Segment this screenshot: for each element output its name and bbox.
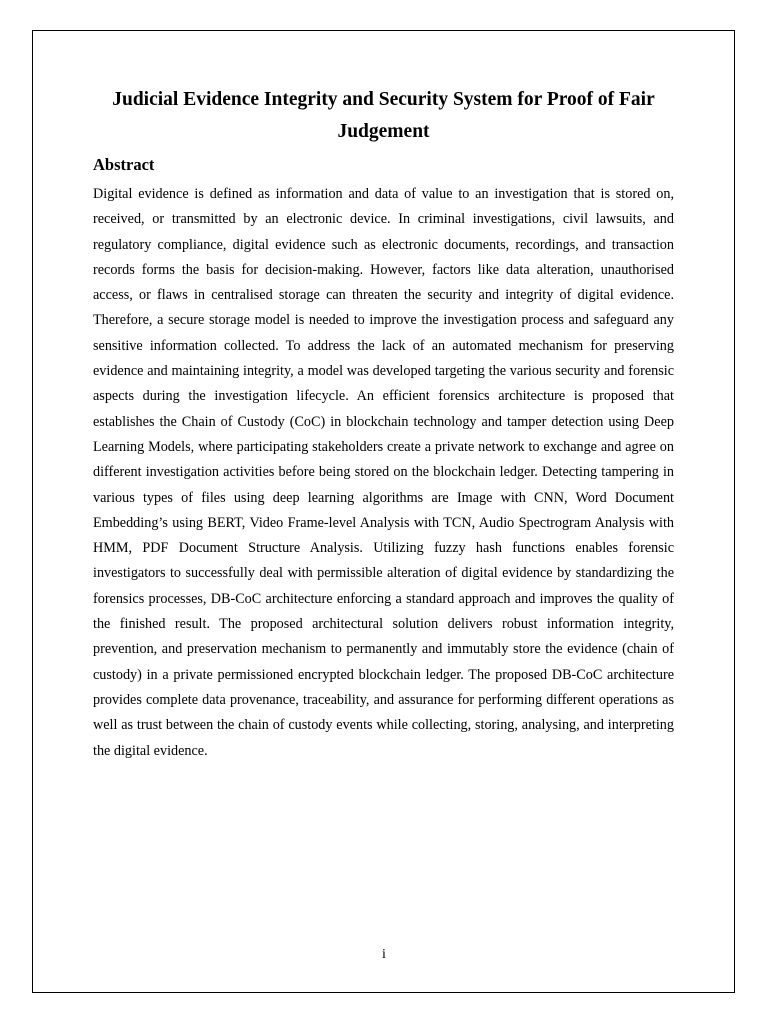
abstract-heading: Abstract xyxy=(93,155,155,174)
document-title: Judicial Evidence Integrity and Security System for Proof of Fair Judgement xyxy=(112,89,655,142)
page-number: i xyxy=(382,947,386,962)
page-content xyxy=(93,84,674,764)
abstract-paragraph: Digital evidence is defined as information and data of value to an investigation that is stored on, received, or transmitted by an electronic device. In criminal investigations, civil lawsuits, and regulatory compliance, digital evidence such as electronic documents, recordings, and transaction records forms the basis for decision-making. However, factors like data alteration, unauthorised access, or flaws in centralised storage can threaten the security and integrity of digital evidence. Therefore, a secure storage model is needed to improve the investigation process and safeguard any sensitive information collected. To address the lack of an automated mechanism for preserving evidence and maintaining integrity, a model was developed targeting the various security and forensic aspects during the investigation lifecycle. An efficient forensics architecture is proposed that establishes the Chain of Custody (CoC) in blockchain technology and tamper detection using Deep Learning Models, where participating stakeholders create a private network to exchange and agree on different investigation activities before being stored on the blockchain ledger. Detecting tampering in various types of files using deep learning algorithms are Image with CNN, Word Document Embedding’s using BERT, Video Frame-level Analysis with TCN, Audio Spectrogram Analysis with HMM, PDF Document Structure Analysis. Utilizing fuzzy hash functions enables forensic investigators to successfully deal with permissible alteration of digital evidence by standardizing the forensics processes, DB-CoC architecture enforcing a standard approach and improves the quality of the finished result. The proposed architectural solution delivers robust information integrity, prevention, and preservation mechanism to permanently and immutably store the evidence (chain of custody) in a private permissioned encrypted blockchain ledger. The proposed DB-CoC architecture provides complete data provenance, traceability, and assurance for performing different operations as well as trust between the chain of custody events while collecting, storing, analysing, and interpreting the digital evidence. xyxy=(93,186,674,759)
